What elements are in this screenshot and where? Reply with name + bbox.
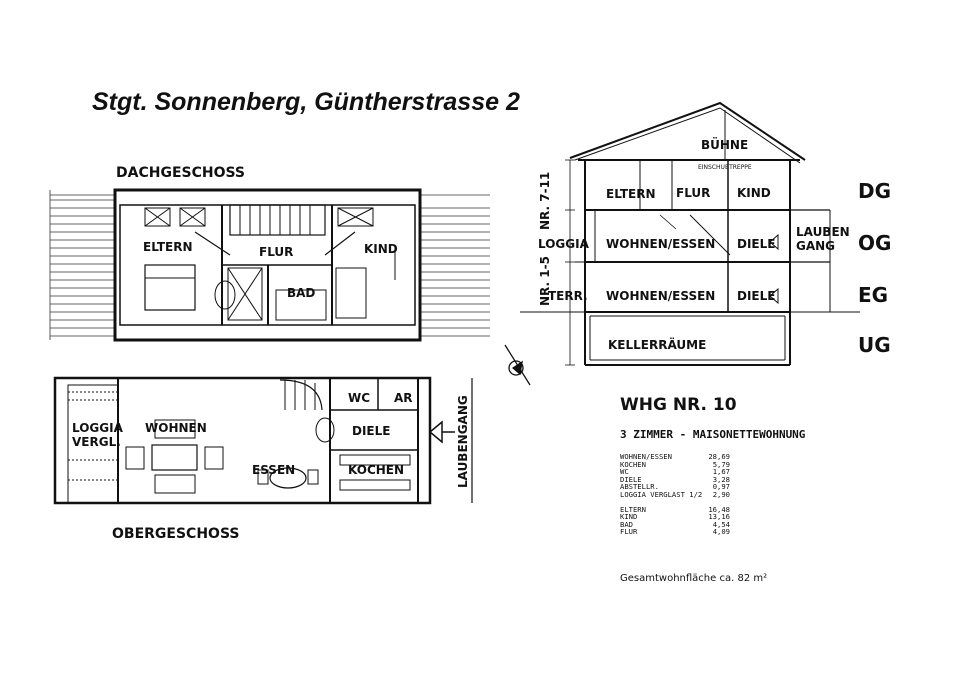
- unit-subtitle: 3 ZIMMER - MAISONETTEWOHNUNG: [620, 428, 806, 441]
- room-label-kind: KIND: [364, 242, 398, 256]
- section-label-diele-eg: DIELE: [737, 289, 776, 303]
- section-label-loggia: LOGGIA: [538, 237, 589, 251]
- section-label-gang: GANG: [796, 239, 836, 253]
- laubengang-label: LAUBENGANG: [456, 395, 470, 488]
- total-area: Gesamtwohnfläche ca. 82 m²: [620, 573, 768, 584]
- room-label-vergl: VERGL.: [72, 435, 121, 449]
- room-label-kochen: KOCHEN: [348, 463, 405, 477]
- page-title: Stgt. Sonnenberg, Güntherstrasse 2: [92, 88, 520, 116]
- floor-label-og: OG: [858, 231, 892, 255]
- room-label-eltern: ELTERN: [143, 240, 193, 254]
- floor-label-eg: EG: [858, 283, 889, 307]
- section-label-keller: KELLERRÄUME: [608, 338, 707, 352]
- section-label-flur: FLUR: [676, 186, 711, 200]
- section-label-buehne: BÜHNE: [701, 138, 749, 152]
- unit-name: WHG NR. 10: [620, 395, 737, 415]
- area-row: KOCHEN 5,79: [620, 459, 730, 469]
- section-label-nr-lower: NR. 1-5: [538, 256, 552, 306]
- room-label-wohnen: WOHNEN: [145, 421, 207, 435]
- area-row: LOGGIA VERGLAST 1/2 2,90: [620, 489, 730, 499]
- area-row: DIELE 3,28: [620, 474, 730, 484]
- room-label-wc: WC: [348, 391, 371, 405]
- area-row: BAD 4,54: [620, 519, 730, 529]
- area-row: ELTERN 16,48: [620, 504, 730, 514]
- area-row: ABSTELLR. 0,97: [620, 482, 730, 492]
- section-label-kind: KIND: [737, 186, 771, 200]
- area-table: [620, 453, 730, 536]
- north-arrow-icon: [505, 345, 530, 385]
- section-label-lauben: LAUBEN: [796, 225, 850, 239]
- obergeschoss-heading: OBERGESCHOSS: [112, 526, 240, 542]
- room-label-essen: ESSEN: [252, 463, 296, 477]
- section-label-eltern: ELTERN: [606, 187, 656, 201]
- floor-label-dg: DG: [858, 179, 892, 203]
- floor-label-ug: UG: [858, 333, 891, 357]
- section-label-terr: TERR.: [548, 289, 588, 303]
- section-label-diele-og: DIELE: [737, 237, 776, 251]
- section-label-wohnen-og: WOHNEN/ESSEN: [606, 237, 716, 251]
- area-row: KIND 13,16: [620, 512, 730, 522]
- room-label-loggia: LOGGIA: [72, 421, 123, 435]
- section-label-einschubtreppe: EINSCHUBTREPPE: [698, 164, 752, 171]
- room-label-diele: DIELE: [352, 424, 391, 438]
- area-row: FLUR 4,09: [620, 527, 730, 537]
- dachgeschoss-plan: [50, 190, 490, 340]
- section-label-nr-upper: NR. 7-11: [538, 171, 552, 230]
- room-label-flur: FLUR: [259, 245, 294, 259]
- room-label-bad: BAD: [287, 286, 316, 300]
- area-row: WOHNEN/ESSEN 28,69: [620, 452, 730, 461]
- room-label-ar: AR: [394, 391, 413, 405]
- dachgeschoss-heading: DACHGESCHOSS: [116, 165, 246, 181]
- area-row: WC 1,67: [620, 467, 730, 477]
- section-label-wohnen-eg: WOHNEN/ESSEN: [606, 289, 716, 303]
